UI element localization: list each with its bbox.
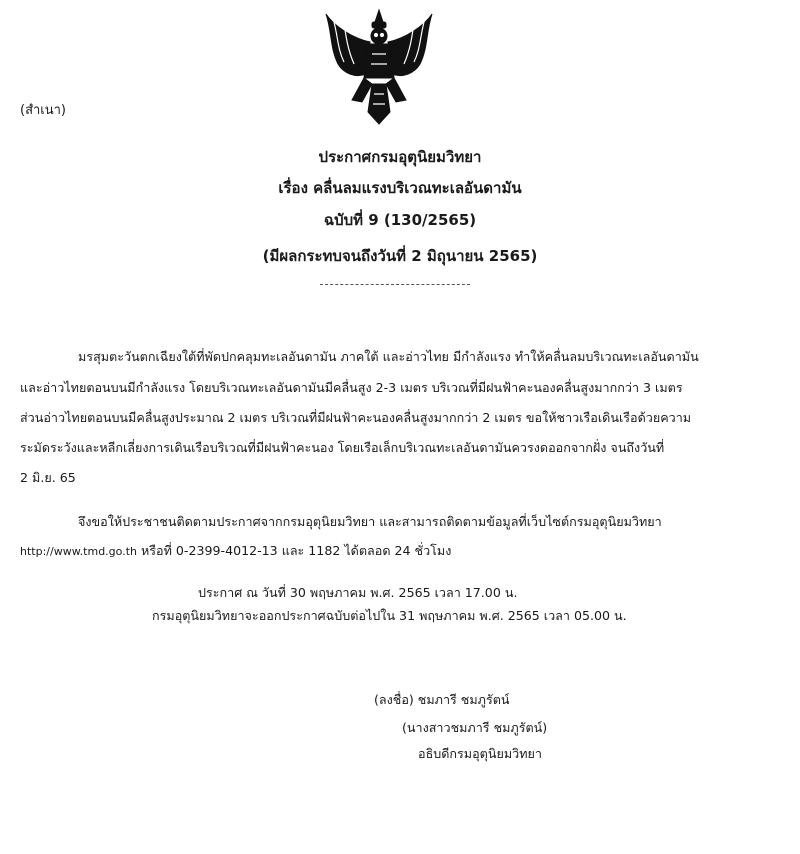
garuda-emblem-graphic	[322, 8, 436, 126]
body-line: มรสุมตะวันตกเฉียงใต้ที่พัดปกคลุมทะเลอันดามัน ภาคใต้ และอ่าวไทย มีกำลังแรง ทำให้คลื่นลมบริเวณทะเลอันดามัน	[78, 349, 699, 364]
body-line: ส่วนอ่าวไทยตอนบนมีคลื่นสูงประมาณ 2 เมตร บริเวณที่มีฝนฟ้าคะนองคลื่นสูงมากกว่า 2 เมตร ขอให้ชาวเรือเดินเรือด้วยความ	[20, 410, 692, 425]
body-line: ระมัดระวังและหลีกเลี่ยงการเดินเรือบริเวณที่มีฝนฟ้าคะนอง โดยเรือเล็กบริเวณทะเลอันดามันควรงดออกจากฝั่ง จนถึงวันที่	[20, 440, 665, 455]
signature-line: (ลงชื่อ) ชมภารี ชมภูรัตน์	[374, 692, 510, 707]
announcement-number: ฉบับที่ 9 (130/2565)	[323, 211, 477, 229]
contact-phone-text: หรือที่ 0-2399-4012-13 และ 1182 ได้ตลอด 24 ชั่วโมง	[136, 543, 452, 558]
announcement-subject: เรื่อง คลื่นลมแรงบริเวณทะเลอันดามัน	[278, 179, 522, 197]
announcement-title: ประกาศกรมอุตุนิยมวิทยา	[318, 148, 482, 166]
garuda-emblem	[322, 8, 436, 126]
signatory-position: อธิบดีกรมอุตุนิยมวิทยา	[418, 746, 542, 761]
announced-date: ประกาศ ณ วันที่ 30 พฤษภาคม พ.ศ. 2565 เวลา 17.00 น.	[198, 585, 518, 600]
title-divider	[320, 284, 470, 285]
announcement-effective: (มีผลกระทบจนถึงวันที่ 2 มิถุนายน 2565)	[262, 247, 538, 265]
body-line: 2 มิ.ย. 65	[20, 470, 76, 485]
copy-label: (สำเนา)	[20, 103, 67, 118]
tmd-website-link[interactable]: http://www.tmd.go.th	[20, 545, 137, 558]
next-announcement-date: กรมอุตุนิยมวิทยาจะออกประกาศฉบับต่อไปใน 31 พฤษภาคม พ.ศ. 2565 เวลา 05.00 น.	[152, 608, 627, 623]
body-line: จึงขอให้ประชาชนติดตามประกาศจากกรมอุตุนิยมวิทยา และสามารถติดตามข้อมูลที่เว็บไซต์กรมอุตุนิยมวิทยา	[78, 514, 662, 529]
body-line: และอ่าวไทยตอนบนมีกำลังแรง โดยบริเวณทะเลอันดามันมีคลื่นสูง 2-3 เมตร บริเวณที่มีฝนฟ้าคะนองคลื่นสูงมากกว่า 3 เมตร	[20, 380, 683, 395]
contact-line	[20, 541, 451, 561]
signatory-name: (นางสาวชมภารี ชมภูรัตน์)	[402, 720, 548, 735]
